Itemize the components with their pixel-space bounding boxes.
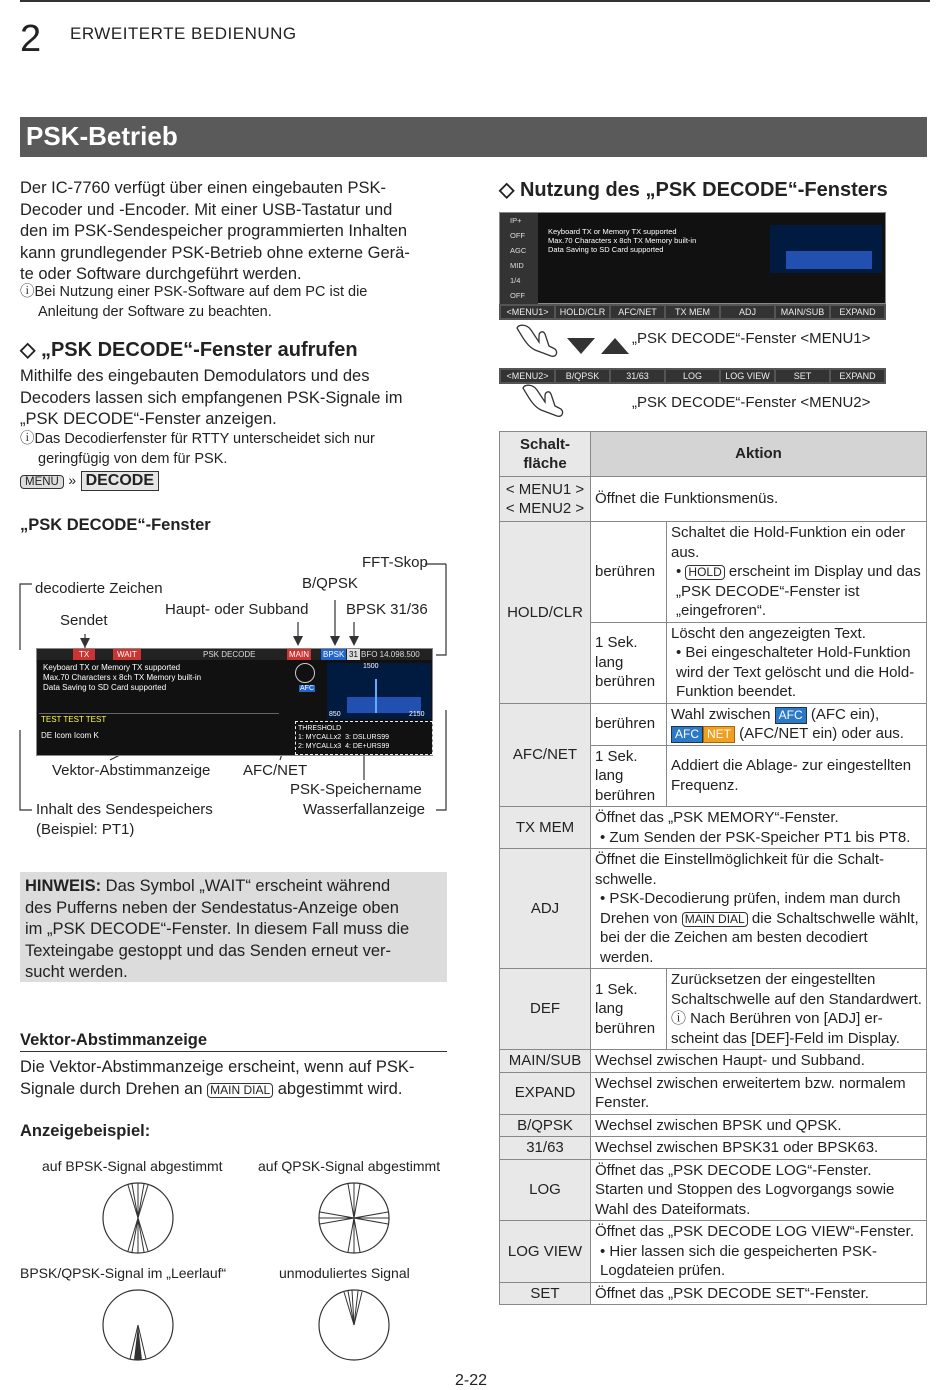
softkey-tx-mem[interactable]: TX MEM — [666, 306, 719, 318]
example-label: auf QPSK-Signal abgestimmt — [258, 1158, 441, 1174]
vector-tuning-icon — [295, 663, 315, 683]
intro-line: den im PSK-Sendespeicher programmierten Inhalten — [20, 222, 408, 240]
label-bqpsk: B/QPSK — [302, 575, 358, 592]
example-label: BPSK/QPSK-Signal im „Leerlauf“ — [20, 1265, 227, 1281]
screen-decoded-text: Keyboard TX or Memory TX supported Max.70 Characters x 8ch TX Memory built-in Data Saving to SD Card supported — [43, 663, 202, 692]
hand-icon-2 — [515, 384, 567, 420]
intro-line: Der IC-7760 verfügt über einen eingebauten PSK- — [20, 179, 386, 197]
vector-qpsk-icon — [316, 1180, 392, 1256]
label-waterfall: Wasserfallanzeige — [303, 801, 425, 818]
softkey-menu2[interactable]: <MENU2> — [501, 370, 554, 382]
screen-memory-line: DE Icom Icom K — [41, 731, 99, 740]
menu-key: MENU — [20, 475, 64, 489]
label-mem-name: PSK-Speichername — [290, 781, 422, 798]
window-heading: „PSK DECODE“-Fenster — [20, 516, 211, 534]
section-title: PSK-Betrieb — [20, 117, 927, 157]
hand-and-arrows — [505, 320, 635, 364]
table-row: B/QPSK Wechsel zwischen BPSK und QPSK. — [500, 1114, 927, 1137]
intro-note: ⓘBei Nutzung einer PSK-Software auf dem PC ist die Anleitung der Software zu beachten. — [20, 284, 368, 320]
psk-decode-screen — [36, 648, 433, 756]
softkey-31-63[interactable]: 31/63 — [611, 370, 664, 382]
psk-memory-names: THRESHOLD 1: MYCALLx2 3: DSLURS99 2: MYCALLx3 4: DE+URS99 — [295, 721, 433, 755]
triangle-down-icon — [567, 338, 595, 354]
afc-badge: AFC — [671, 726, 703, 743]
label-vector: Vektor-Abstimmanzeige — [52, 762, 211, 779]
header-rule — [20, 0, 930, 2]
table-row: SET Öffnet das „PSK DECODE SET“-Fenster. — [500, 1282, 927, 1305]
softkey-log[interactable]: LOG — [666, 370, 719, 382]
table-row: < MENU1 > < MENU2 > Öffnet die Funktionsmenüs. — [500, 477, 927, 522]
open-text: Mithilfe des eingebauten Demodulators und des Decoders lassen sich empfangenen PSK-Signale im „PSK DECODE“-Fenster anzeigen. — [20, 367, 403, 428]
label-sendet: Sendet — [60, 612, 108, 629]
intro-line: Decoder und -Encoder. Mit einer USB-Tastatur und — [20, 200, 393, 219]
table-row: LOG VIEW Öffnet das „PSK DECODE LOG VIEW“-Fenster. • Hier lassen sich die gespeicherten PSK-Logdateien prüfen. — [500, 1221, 927, 1283]
softkey-expand[interactable]: EXPAND — [831, 306, 884, 318]
menu1-caption: „PSK DECODE“-Fenster <MENU1> — [632, 330, 871, 347]
info-icon: ⓘ — [20, 284, 35, 300]
fft-scope: 1500 850 2150 — [327, 663, 431, 719]
softkey-menu1[interactable]: <MENU1> — [501, 306, 554, 318]
label-bpsk: BPSK 31/36 — [346, 601, 428, 618]
screen-side-panel: IP+ OFF AGC MID 1/4 OFF — [500, 213, 538, 305]
table-row: ADJ Öffnet die Einstellmöglichkeit für die Schaltschwelle. • PSK-Decodierung prüfen, indem man durch Drehen von MAIN DIAL die Schaltschwelle wählt, bei der die Zeichen am besten decodiert werden. — [500, 849, 927, 969]
screen-title-bar: TX WAIT PSK DECODE MAIN BPSK 31 BFO 14.098.500 — [37, 649, 432, 660]
menu-sequence: MENU » DECODE — [20, 471, 159, 491]
screen-tx-line: TEST TEST TEST — [39, 713, 279, 725]
usage-screen — [499, 212, 886, 304]
vector-bpsk-icon — [100, 1180, 176, 1256]
info-icon: ⓘ — [20, 431, 35, 447]
usage-fft-scope — [770, 225, 882, 273]
page-number: 2-22 — [455, 1372, 488, 1389]
label-decoded: decodierte Zeichen — [35, 580, 163, 597]
table-row: AFC/NET berühren Wahl zwischen AFC (AFC ein), AFC NET (AFC/NET ein) oder aus. — [500, 703, 927, 745]
softkey-set[interactable]: SET — [776, 370, 829, 382]
label-main-sub: Haupt- oder Subband — [165, 601, 309, 618]
softkey-hold-clr[interactable]: HOLD/CLR — [556, 306, 609, 318]
hand-icon — [517, 325, 557, 356]
hold-chip: HOLD — [685, 565, 724, 580]
net-badge: NET — [703, 726, 735, 743]
softkey-main-sub[interactable]: MAIN/SUB — [776, 306, 829, 318]
softkey-expand-2[interactable]: EXPAND — [831, 370, 884, 382]
vector-text: Die Vektor-Abstimmanzeige erscheint, wenn auf PSK- Signale durch Drehen an MAIN DIAL abgestimmt wird. — [20, 1058, 415, 1098]
softkey-log-view[interactable]: LOG VIEW — [721, 370, 774, 382]
example-label: unmoduliertes Signal — [279, 1265, 410, 1281]
chapter-title: ERWEITERTE BEDIENUNG — [70, 24, 297, 43]
open-note: ⓘDas Decodierfenster für RTTY unterscheidet sich nur geringfügig von dem für PSK. — [20, 431, 375, 467]
usage-screen-text: Keyboard TX or Memory TX supported Max.70 Characters x 8ch TX Memory built-in Data Saving to SD Card supported — [548, 227, 697, 254]
main-dial-chip: MAIN DIAL — [207, 1083, 273, 1098]
softkey-afc-net[interactable]: AFC/NET — [611, 306, 664, 318]
table-row: LOG Öffnet das „PSK DECODE LOG“-Fenster. Starten und Stoppen des Logvorgangs sowie Wahl des Dateiformats. — [500, 1159, 927, 1221]
chapter-number: 2 — [20, 18, 42, 60]
table-row: 1 Sek. lang berühren Addiert die Ablage- zur eingestellten Frequenz. — [500, 745, 927, 807]
vector-idle-icon — [100, 1287, 176, 1363]
intro-text — [20, 178, 450, 286]
decode-key: DECODE — [81, 471, 159, 491]
table-row: TX MEM Öffnet das „PSK MEMORY“-Fenster. • Zum Senden der PSK-Speicher PT1 bis PT8. — [500, 807, 927, 849]
table-row: 31/63 Wechsel zwischen BPSK31 oder BPSK63. — [500, 1137, 927, 1160]
example-label: auf BPSK-Signal abgestimmt — [42, 1158, 223, 1174]
menu1-softkeys — [499, 304, 886, 320]
vector-unmodulated-icon — [316, 1287, 392, 1363]
menu2-caption: „PSK DECODE“-Fenster <MENU2> — [632, 394, 871, 411]
hint-box: HINWEIS: Das Symbol „WAIT“ erscheint während des Pufferns neben der Sendestatus-Anzeige oben im „PSK DECODE“-Fenster. In diesem Fall muss die Texteingabe gestoppt und das Senden erneut ver- sucht werden. — [20, 872, 447, 982]
vector-heading: Vektor-Abstimmanzeige — [20, 1031, 447, 1052]
afc-icon: AFC — [300, 685, 314, 692]
action-table — [499, 431, 927, 1305]
table-row: EXPAND Wechsel zwischen erweitertem bzw. normalem Fenster. — [500, 1072, 927, 1114]
intro-line: kann grundlegender PSK-Betrieb ohne externe Gerä- — [20, 243, 410, 262]
softkey-bqpsk[interactable]: B/QPSK — [556, 370, 609, 382]
label-example: (Beispiel: PT1) — [36, 821, 135, 838]
main-dial-chip: MAIN DIAL — [682, 912, 748, 927]
examples-heading: Anzeigebeispiel: — [20, 1122, 151, 1140]
softkey-adj[interactable]: ADJ — [721, 306, 774, 318]
menu2-softkeys — [499, 368, 886, 384]
table-header-key: Schalt- fläche — [500, 432, 591, 477]
label-fft: FFT-Skop — [362, 554, 428, 571]
table-row: HOLD/CLR berühren Schaltet die Hold-Funktion ein oder aus. • HOLD erscheint im Display und das „PSK DECODE“-Fenster ist „eingefroren“. — [500, 522, 927, 623]
table-header-action: Aktion — [591, 432, 927, 477]
afc-badge: AFC — [775, 707, 807, 724]
triangle-up-icon — [601, 338, 629, 354]
intro-line: te oder Software durchgeführt werden. — [20, 265, 302, 283]
table-row: 1 Sek. lang berühren Löscht den angezeigten Text. • Bei eingeschalteter Hold-Funktion wird der Text gelöscht und die Hold-Funktion beendet. — [500, 622, 927, 703]
label-content: Inhalt des Sendespeichers — [36, 801, 213, 818]
open-heading: ◇ „PSK DECODE“-Fenster aufrufen — [20, 339, 358, 361]
label-afcnet: AFC/NET — [243, 762, 308, 779]
usage-heading: ◇ Nutzung des „PSK DECODE“-Fensters — [499, 179, 888, 201]
table-row: DEF 1 Sek. lang berühren Zurücksetzen der eingestellten Schaltschwelle auf den Standardwert. ⓘ Nach Berühren von [ADJ] erscheint das [DEF]-Feld im Display. — [500, 969, 927, 1050]
table-row: MAIN/SUB Wechsel zwischen Haupt- und Subband. — [500, 1050, 927, 1073]
